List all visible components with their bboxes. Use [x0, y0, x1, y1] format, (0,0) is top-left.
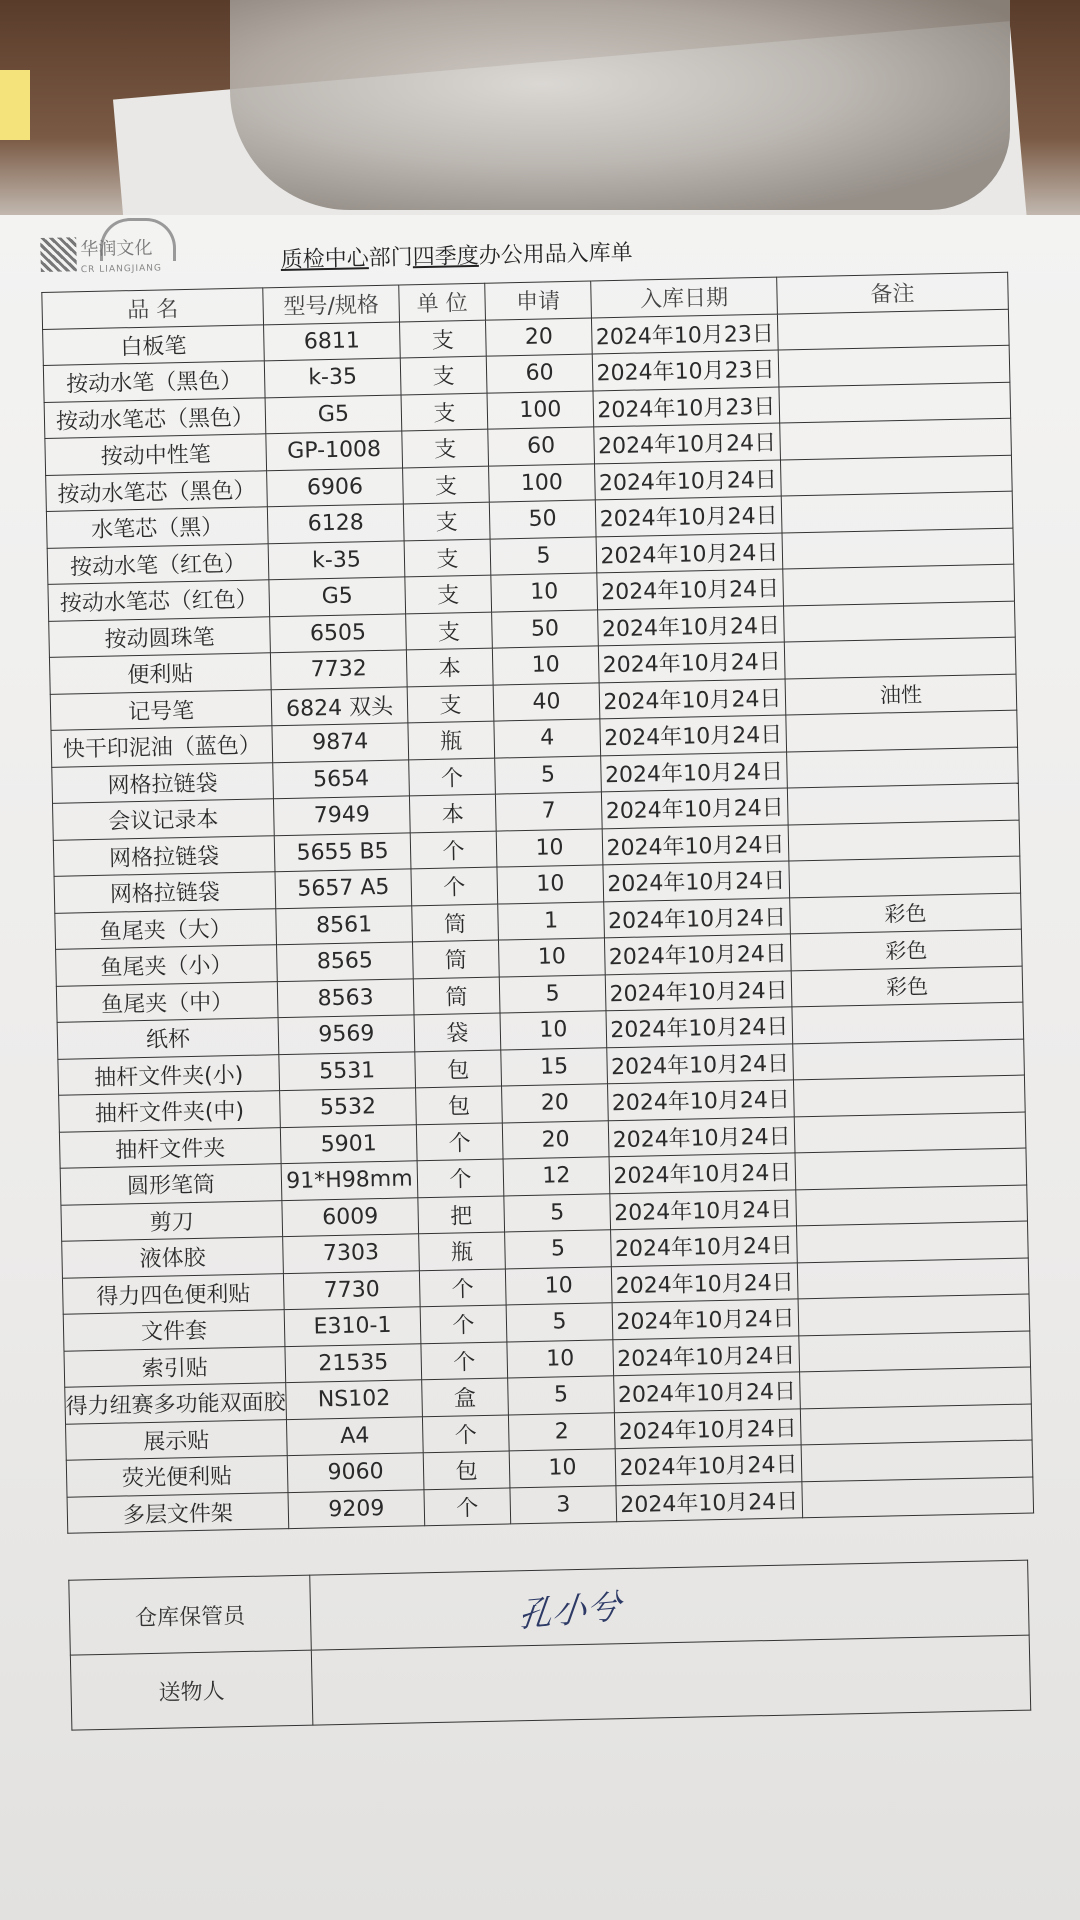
col-header-qty: 申请: [485, 281, 592, 320]
cell-name: 白板笔: [43, 324, 265, 365]
cell-qty: 5: [506, 1303, 613, 1342]
cell-name: 鱼尾夹（大）: [55, 908, 277, 949]
cell-model: 6906: [267, 467, 404, 506]
cell-date: 2024年10月24日: [596, 533, 783, 573]
cell-note: [802, 1476, 1034, 1517]
cell-model: 5655 B5: [274, 832, 411, 871]
cell-model: 5901: [280, 1124, 417, 1163]
cell-name: 索引贴: [64, 1346, 286, 1387]
cell-date: 2024年10月24日: [611, 1226, 798, 1266]
cell-qty: 10: [496, 828, 603, 867]
col-header-note: 备注: [777, 272, 1009, 313]
cell-unit: 支: [403, 466, 490, 504]
cell-note: [801, 1440, 1033, 1481]
cell-name: 按动水笔芯（黑色）: [44, 397, 266, 438]
cell-unit: 个: [424, 1487, 511, 1525]
cell-qty: 1: [498, 901, 605, 940]
cell-date: 2024年10月24日: [608, 1080, 795, 1120]
logo-subtext: CR LIANGJIANG: [80, 263, 163, 276]
cell-qty: 5: [499, 974, 606, 1013]
cell-name: 快干印泥油（蓝色）: [51, 726, 273, 767]
cell-qty: 5: [490, 536, 597, 575]
cell-qty: 15: [501, 1047, 608, 1086]
keeper-label: 仓库保管员: [69, 1575, 312, 1655]
cell-model: 9060: [287, 1453, 424, 1492]
cell-model: 8563: [277, 978, 414, 1017]
cell-note: [787, 783, 1019, 824]
cell-qty: 100: [489, 463, 596, 502]
cell-note: [793, 1039, 1025, 1080]
cell-date: 2024年10月24日: [612, 1299, 799, 1339]
cell-note: [793, 1075, 1025, 1116]
cell-name: 按动圆珠笔: [49, 616, 271, 657]
cell-model: 7303: [283, 1234, 420, 1273]
cell-qty: 50: [492, 609, 599, 648]
cell-date: 2024年10月24日: [615, 1445, 802, 1485]
cell-qty: 10: [500, 1011, 607, 1050]
cell-unit: 个: [420, 1305, 507, 1343]
cell-date: 2024年10月24日: [614, 1408, 801, 1448]
cell-qty: 20: [502, 1120, 609, 1159]
cell-note: [797, 1221, 1029, 1262]
cell-date: 2024年10月24日: [601, 751, 788, 791]
items-table-body: [43, 309, 1034, 1533]
col-header-date: 入库日期: [591, 277, 778, 317]
cell-model: GP-1008: [266, 431, 403, 470]
cell-name: 纸杯: [57, 1018, 279, 1059]
cell-name: 液体胶: [62, 1237, 284, 1278]
cell-model: 5654: [273, 759, 410, 798]
cell-date: 2024年10月24日: [599, 678, 786, 718]
cell-unit: 支: [407, 685, 494, 723]
cell-name: 网格拉链袋: [52, 762, 274, 803]
cell-unit: 个: [410, 831, 497, 869]
cell-qty: 10: [492, 646, 599, 685]
cell-name: 按动水笔芯（红色）: [48, 580, 270, 621]
cell-model: k-35: [264, 358, 401, 397]
signature-table: [68, 1560, 1031, 1731]
cell-model: 5657 A5: [275, 869, 412, 908]
cell-model: 9569: [278, 1015, 415, 1054]
cell-note: [796, 1185, 1028, 1226]
cell-name: 荧光便利贴: [66, 1456, 288, 1497]
cell-note: [784, 637, 1016, 678]
cell-unit: 袋: [414, 1013, 501, 1051]
cell-model: 8565: [277, 942, 414, 981]
cell-qty: 5: [508, 1376, 615, 1415]
col-header-name: 品 名: [42, 288, 264, 329]
cell-note: [798, 1294, 1030, 1335]
cell-qty: 100: [487, 390, 594, 429]
cell-model: 7730: [283, 1270, 420, 1309]
cell-name: 按动中性笔: [45, 434, 267, 475]
title-dept: 质检中心: [280, 246, 369, 273]
cell-qty: 10: [498, 938, 605, 977]
cell-qty: 10: [507, 1339, 614, 1378]
cell-name: 文件套: [63, 1310, 285, 1351]
cell-note: [792, 1002, 1024, 1043]
cell-unit: 支: [399, 320, 486, 358]
cell-name: 展示贴: [66, 1419, 288, 1460]
logo-icon: [40, 237, 77, 272]
cell-note: [799, 1331, 1031, 1372]
cell-qty: 4: [494, 719, 601, 758]
cell-note: [780, 455, 1012, 496]
cell-date: 2024年10月24日: [595, 460, 782, 500]
cell-unit: 包: [415, 1050, 502, 1088]
cell-note: [797, 1258, 1029, 1299]
cell-date: 2024年10月24日: [594, 423, 781, 463]
company-logo: [40, 227, 191, 290]
cell-model: 6811: [264, 321, 401, 360]
cell-name: 便利贴: [49, 653, 271, 694]
cell-date: 2024年10月24日: [597, 569, 784, 609]
form-title: [280, 236, 633, 274]
cell-unit: 本: [409, 794, 496, 832]
cell-qty: 2: [508, 1412, 615, 1451]
sticky-note: [0, 70, 30, 140]
cell-date: 2024年10月24日: [604, 897, 791, 937]
cell-unit: 把: [418, 1195, 505, 1233]
cell-date: 2024年10月24日: [601, 788, 788, 828]
cell-note: [787, 747, 1019, 788]
cell-unit: 支: [402, 429, 489, 467]
cell-unit: 支: [404, 539, 491, 577]
cell-qty: 10: [491, 573, 598, 612]
cell-model: k-35: [268, 540, 405, 579]
cell-note: 彩色: [790, 893, 1022, 934]
cell-note: [777, 309, 1009, 350]
cell-name: 多层文件架: [67, 1492, 289, 1533]
cell-qty: 40: [493, 682, 600, 721]
cell-name: 按动水笔芯（黑色）: [46, 470, 268, 511]
cell-date: 2024年10月24日: [600, 715, 787, 755]
warehouse-receipt-form: [40, 210, 1031, 1730]
cell-model: A4: [286, 1416, 423, 1455]
cell-name: 网格拉链袋: [54, 872, 276, 913]
cell-unit: 支: [405, 575, 492, 613]
cell-date: 2024年10月24日: [602, 824, 789, 864]
cell-name: 抽杆文件夹(小): [58, 1054, 280, 1095]
cell-model: 6009: [282, 1197, 419, 1236]
cell-date: 2024年10月24日: [608, 1116, 795, 1156]
cell-model: 7949: [273, 796, 410, 835]
cell-model: NS102: [286, 1380, 423, 1419]
cell-qty: 3: [510, 1485, 617, 1524]
items-table: [41, 272, 1034, 1534]
cell-note: 彩色: [790, 929, 1022, 970]
cell-unit: 支: [400, 356, 487, 394]
cell-model: 9874: [272, 723, 409, 762]
cell-model: G5: [269, 577, 406, 616]
cell-unit: 筒: [412, 904, 499, 942]
cell-name: 会议记录本: [53, 799, 275, 840]
cell-name: 按动水笔（黑色）: [43, 361, 265, 402]
cell-unit: 本: [406, 648, 493, 686]
cell-model: G5: [265, 394, 402, 433]
cell-qty: 5: [505, 1230, 612, 1269]
cell-note: 油性: [785, 674, 1017, 715]
cell-unit: 个: [409, 758, 496, 796]
cell-date: 2024年10月24日: [611, 1262, 798, 1302]
cell-qty: 60: [488, 427, 595, 466]
cell-date: 2024年10月24日: [616, 1481, 803, 1521]
cell-note: [783, 564, 1015, 605]
cell-unit: 支: [401, 393, 488, 431]
logo-name: 华润文化: [80, 237, 153, 261]
cell-unit: 个: [411, 867, 498, 905]
cell-name: 抽杆文件夹: [59, 1127, 281, 1168]
cell-unit: 筒: [412, 940, 499, 978]
cell-model: 5532: [280, 1088, 417, 1127]
title-rest: 办公用品入库单: [478, 240, 633, 269]
cell-qty: 10: [509, 1449, 616, 1488]
cell-note: [779, 382, 1011, 423]
cell-model: 5531: [279, 1051, 416, 1090]
cell-note: [794, 1112, 1026, 1153]
cell-note: [800, 1367, 1032, 1408]
cell-note: [781, 491, 1013, 532]
cell-note: [800, 1403, 1032, 1444]
cell-unit: 个: [417, 1159, 504, 1197]
cell-unit: 瓶: [419, 1232, 506, 1270]
cell-date: 2024年10月24日: [610, 1189, 797, 1229]
cell-name: 记号笔: [50, 689, 272, 730]
cell-unit: 包: [423, 1451, 510, 1489]
cell-qty: 12: [503, 1157, 610, 1196]
col-header-model: 型号/规格: [263, 285, 400, 324]
cell-qty: 5: [495, 755, 602, 794]
cell-name: 得力四色便利贴: [62, 1273, 284, 1314]
cell-date: 2024年10月24日: [598, 642, 785, 682]
title-season: 四季度: [412, 243, 479, 271]
cell-unit: 支: [403, 502, 490, 540]
cell-note: 彩色: [791, 966, 1023, 1007]
cell-note: [788, 820, 1020, 861]
cell-model: 6824 双头: [271, 686, 408, 725]
cell-note: [780, 418, 1012, 459]
cell-name: 剪刀: [61, 1200, 283, 1241]
cell-note: [784, 601, 1016, 642]
cell-name: 圆形笔筒: [60, 1164, 282, 1205]
cell-note: [795, 1148, 1027, 1189]
keeper-signature: 孔小兮: [515, 1585, 623, 1636]
cell-date: 2024年10月23日: [592, 350, 779, 390]
cell-note: [786, 710, 1018, 751]
cell-date: 2024年10月24日: [606, 1007, 793, 1047]
cell-unit: 盒: [422, 1378, 509, 1416]
cell-date: 2024年10月24日: [595, 496, 782, 536]
cell-qty: 50: [489, 500, 596, 539]
cell-qty: 10: [497, 865, 604, 904]
cell-name: 鱼尾夹（小）: [56, 945, 278, 986]
cell-date: 2024年10月24日: [614, 1372, 801, 1412]
cell-unit: 个: [421, 1341, 508, 1379]
title-mid: 部门: [368, 245, 413, 272]
cell-model: 8561: [276, 905, 413, 944]
cell-model: 91*H98mm: [281, 1161, 418, 1200]
cell-qty: 20: [485, 317, 592, 356]
cell-name: 网格拉链袋: [53, 835, 275, 876]
cell-note: [789, 856, 1021, 897]
cell-qty: 10: [505, 1266, 612, 1305]
sender-value: [311, 1635, 1030, 1725]
cell-name: 鱼尾夹（中）: [56, 981, 278, 1022]
cell-date: 2024年10月24日: [613, 1335, 800, 1375]
cell-unit: 个: [422, 1414, 509, 1452]
cell-qty: 7: [495, 792, 602, 831]
cell-date: 2024年10月24日: [603, 861, 790, 901]
cell-date: 2024年10月24日: [609, 1153, 796, 1193]
cell-model: 6128: [267, 504, 404, 543]
sender-label: 送物人: [70, 1650, 313, 1730]
cell-note: [778, 345, 1010, 386]
cell-model: 21535: [285, 1343, 422, 1382]
cell-unit: 包: [416, 1086, 503, 1124]
cell-name: 抽杆文件夹(中): [59, 1091, 281, 1132]
cell-date: 2024年10月23日: [591, 314, 778, 354]
cell-date: 2024年10月24日: [598, 606, 785, 646]
cell-model: 6505: [270, 613, 407, 652]
cell-unit: 筒: [413, 977, 500, 1015]
cell-date: 2024年10月24日: [604, 934, 791, 974]
cell-qty: 5: [504, 1193, 611, 1232]
plastic-bag: [230, 0, 1010, 210]
cell-date: 2024年10月24日: [607, 1043, 794, 1083]
cell-model: E310-1: [284, 1307, 421, 1346]
cell-date: 2024年10月23日: [593, 387, 780, 427]
cell-date: 2024年10月24日: [605, 970, 792, 1010]
cell-name: 水笔芯（黑）: [46, 507, 268, 548]
cell-unit: 瓶: [408, 721, 495, 759]
cell-name: 得力纽赛多功能双面胶: [65, 1383, 287, 1424]
cell-model: 7732: [270, 650, 407, 689]
cell-qty: 60: [486, 354, 593, 393]
cell-name: 按动水笔（红色）: [47, 543, 269, 584]
cell-unit: 个: [416, 1123, 503, 1161]
cell-unit: 支: [406, 612, 493, 650]
cell-unit: 个: [419, 1268, 506, 1306]
cell-model: 9209: [288, 1489, 425, 1528]
cell-note: [782, 528, 1014, 569]
col-header-unit: 单 位: [399, 283, 486, 321]
cell-qty: 20: [502, 1084, 609, 1123]
